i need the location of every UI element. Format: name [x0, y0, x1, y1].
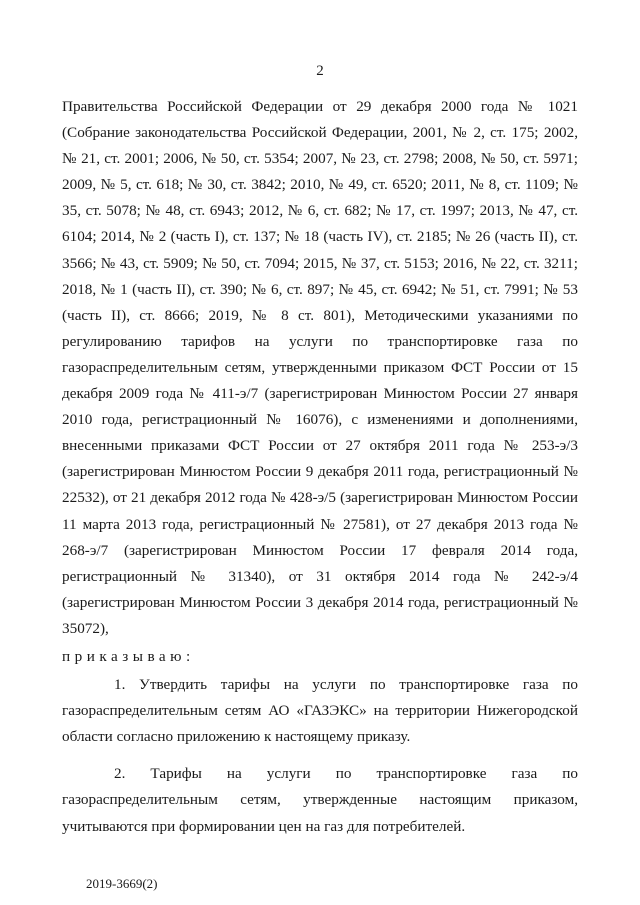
clause-1: 1. Утвердить тарифы на услуги по транспортировке газа по газораспределительным сетям АО «ГАЗЭКС» на территории Нижегородской области согласно приложению к настоящему приказу. [62, 676, 578, 746]
document-code: 2019-3669(2) [86, 876, 158, 891]
page-number: 2 [316, 63, 324, 79]
intro-paragraph: Правительства Российской Федерации от 29 декабря 2000 года № 1021 (Собрание законодательства Российской Федерации, 2001, № 2, ст. 175; 2002, № 21, ст. 2001; 2006, № 50, ст. 5354; 2007, № 23, ст. 2798; 2008, № 50, ст. 5971; 2009, № 5, ст. 618; № 30, ст. 3842; 2010, № 49, ст. 6520; 2011, № 8, ст. 1109; № 35, ст. 5078; № 48, ст. 6943; 2012, № 6, ст. 682; № 17, ст. 1997; 2013, № 47, ст. 6104; 2014, № 2 (часть I), ст. 137; № 18 (часть IV), ст. 2185; № 26 (часть II), ст. 3566; № 43, ст. 5909; № 50, ст. 7094; 2015, № 37, ст. 5153; 2016, № 22, ст. 3211; 2018, № 1 (часть II), ст. 390; № 6, ст. 897; № 45, ст. 6942; № 51, ст. 7991; № 53 (часть II), ст. 8666; 2019, № 8 ст. 801), Методическими указаниями по регулированию тарифов на услуги по транспортировке газа по газораспределительным сетям, утвержденными приказом ФСТ России от 15 декабря 2009 года № 411-э/7 (зарегистрирован Минюстом России 27 января 2010 года, регистрационный № 16076), с изменениями и дополнениями, внесенными приказами ФСТ России от 27 октября 2011 года № 253-э/3 (зарегистрирован Минюстом России 9 декабря 2011 года, регистрационный № 22532), от 21 декабря 2012 года № 428-э/5 (зарегистрирован Минюстом России 11 марта 2013 года, регистрационный № 27581), от 27 декабря 2013 года № 268-э/7 (зарегистрирован Минюстом России 17 февраля 2014 года, регистрационный № 31340), от 31 октября 2014 года № 242-э/4 (зарегистрирован Минюстом России 3 декабря 2014 года, регистрационный № 35072), [62, 98, 578, 637]
clause-2: 2. Тарифы на услуги по транспортировке газа по газораспределительным сетям, утвержденные настоящим приказом, учитываются при формировании цен на газ для потребителей. [62, 765, 578, 835]
document-body [62, 94, 578, 840]
order-word: приказываю: [62, 647, 195, 665]
